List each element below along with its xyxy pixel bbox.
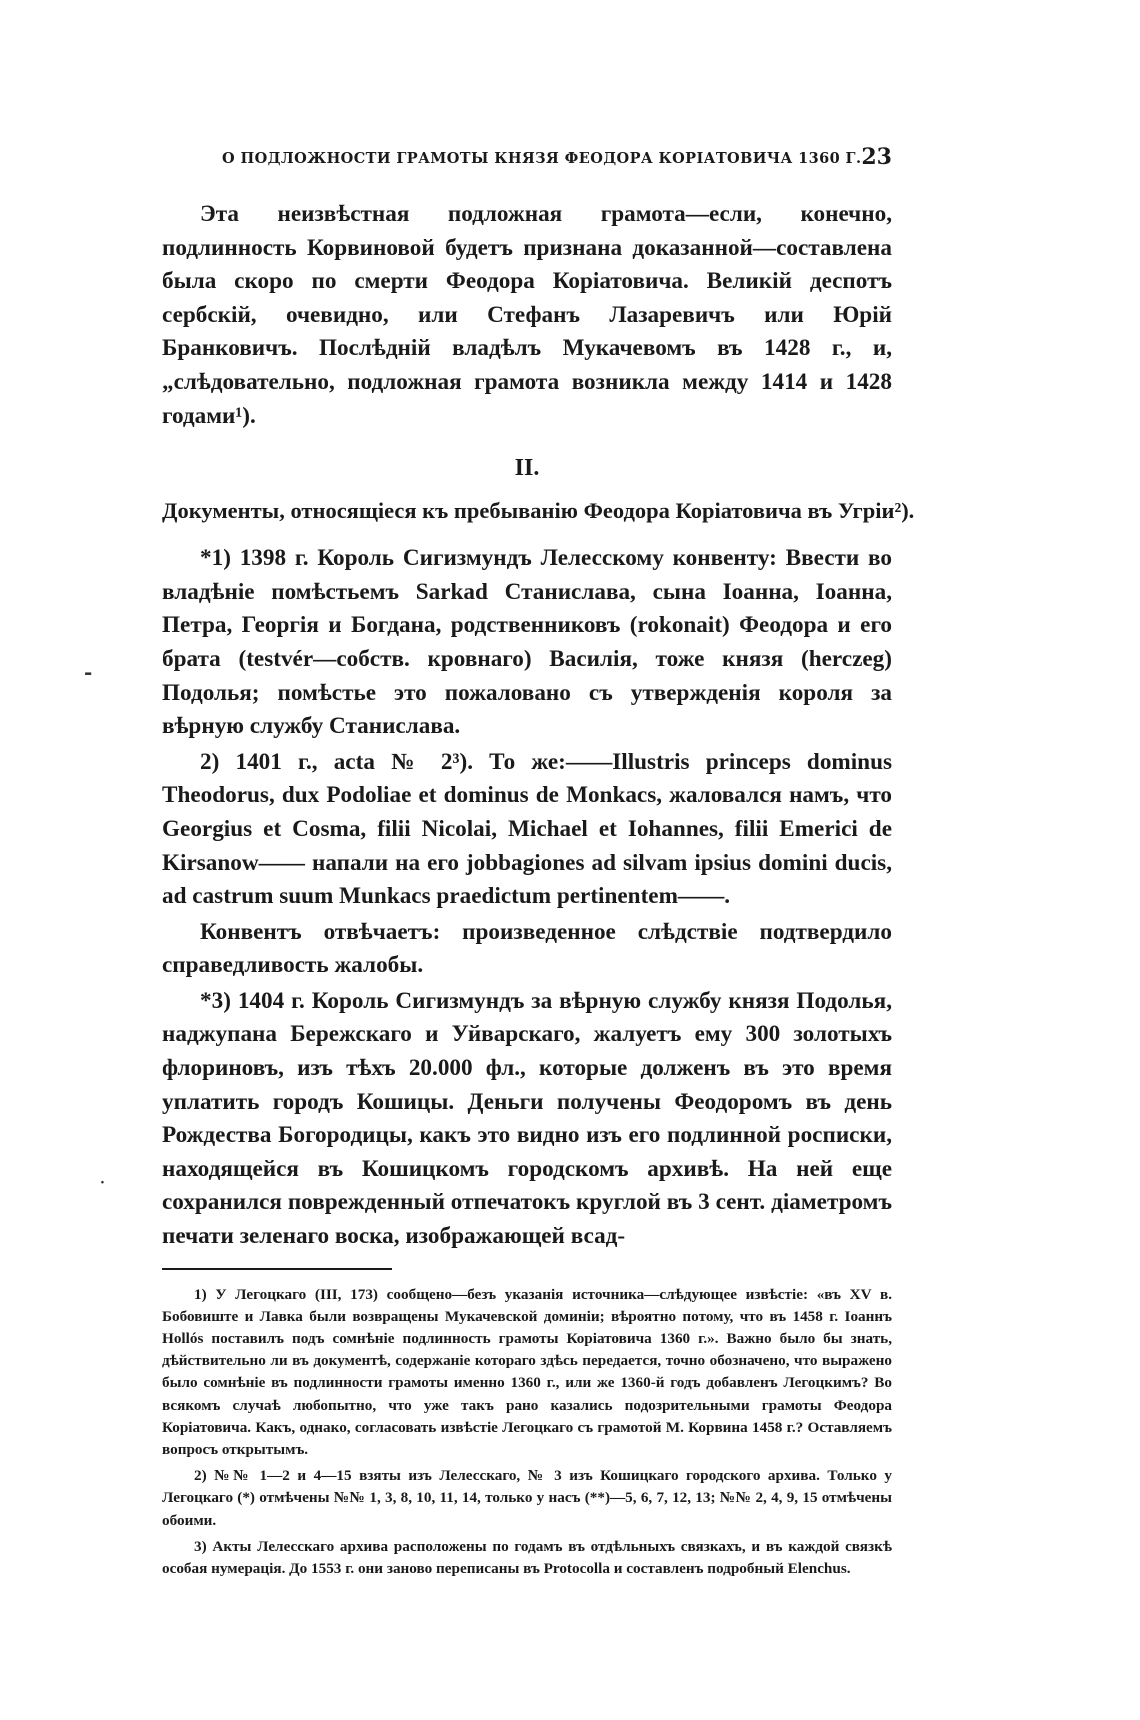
intro-paragraph-text: Эта неизвѣстная подложная грамота—если, конечно, подлинность Корвиновой будетъ признана доказанной—составлена была скоро по смерти Феодора Коріатовича. Великій деспотъ сербскій, очевидно, или Стефанъ Лазаревичъ или Юрій Бранковичъ. Послѣдній владѣлъ Мукачевомъ въ 1428 г., и, „слѣдовательно, подложная грамота возникла между 1414 и 1428 годами¹). xyxy=(162,201,892,429)
footnote-text: 1) У Легоцкаго (III, 173) сообщено—безъ указанія источника—слѣдующее извѣстіе: «въ XV в. Бобовиште и Лавка были возвращены Мукачевской доминіи; вѣроятно потому, что въ 1458 г. Іоаннъ Hollós поставилъ подъ сомнѣніе подлинность грамоты Коріатовича 1360 г.». Важно было бы знать, дѣйствительно ли въ документѣ, содержаніе котораго здѣсь передается, точно обозначено, что выражено было сомнѣніе въ подлинности грамоты именно 1360 г., или же 1360-й годъ добавленъ Легоцкимъ? Во всякомъ случаѣ любопытно, что уже такъ рано казались подозрительными грамоты Феодора Коріатовича. Какъ, однако, согласовать извѣстіе Легоцкаго съ грамотой М. Корвина 1458 г.? Оставляемъ вопросъ открытымъ. xyxy=(162,1285,892,1459)
document-entry-1 xyxy=(162,542,892,744)
footnote-2 xyxy=(162,1465,892,1532)
margin-dash-mark: - xyxy=(84,660,93,684)
document-entry-text: Конвентъ отвѣчаетъ: произведенное слѣдствіе подтвердило справедливость жалобы. xyxy=(162,918,892,979)
section-title: Документы, относящіеся къ пребыванію Феодора Коріатовича въ Угріи²). xyxy=(162,498,915,524)
intro-paragraph xyxy=(162,198,892,433)
document-entry-3 xyxy=(162,985,892,1254)
book-page xyxy=(162,144,915,1584)
page-number: 23 xyxy=(861,144,892,170)
footnote-1 xyxy=(162,1284,892,1462)
footnote-text: 2) №№ 1—2 и 4—15 взяты изъ Лелесскаго, № 3 изъ Кошицкаго городского архива. Только у Легоцкаго (*) отмѣчены №№ 1, 3, 8, 10, 11, 14, только у насъ (**)—5, 6, 7, 12, 13; №№ 2, 4, 9, 15 отмѣчены обоими. xyxy=(162,1467,892,1529)
document-entry-2 xyxy=(162,746,892,914)
convent-response xyxy=(162,916,892,983)
margin-dot-mark: · xyxy=(100,1175,105,1191)
footnote-3 xyxy=(162,1536,892,1580)
running-head xyxy=(162,144,892,176)
footnote-divider xyxy=(162,1268,392,1270)
footnote-text: 3) Акты Лелесскаго архива расположены по годамъ въ отдѣльныхъ связкахъ, и въ каждой связкѣ особая нумерація. До 1553 г. они заново переписаны въ Protocolla и составленъ подробный Elenchus. xyxy=(162,1537,892,1578)
document-entry-text: 2) 1401 г., acta № 2³). То же:——Illustris princeps dominus Theodorus, dux Podoliae et dominus de Monkacs, жаловался намъ, что Georgius et Cosma, filii Nicolai, Michael et Iohannes, filii Emerici de Kirsanow—— напали на его jobbagiones ad silvam ipsius domini ducis, ad castrum suum Munkacs praedictum pertinentem——. xyxy=(162,748,892,910)
section-number: II. xyxy=(514,455,540,482)
document-entry-text: *1) 1398 г. Король Сигизмундъ Лелесскому конвенту: Ввести во владѣніе помѣстьемъ Sarkad Станислава, сына Іоанна, Іоанна, Петра, Георгія и Богдана, родственниковъ (rokonait) Феодора и его брата (testvér—собств. кровнаго) Василія, тоже князя (herczeg) Подолья; помѣстье это пожаловано съ утвержденія короля за вѣрную службу Станислава. xyxy=(162,545,892,740)
running-title: О ПОДЛОЖНОСТИ ГРАМОТЫ КНЯЗЯ ФЕОДОРА КОРІАТОВИЧА 1360 Г. xyxy=(222,150,862,167)
document-entry-text: *3) 1404 г. Король Сигизмундъ за вѣрную службу князя Подолья, наджупана Бережскаго и Уйварскаго, жалуетъ ему 300 золотыхъ флориновъ, изъ тѣхъ 20.000 фл., которые долженъ въ это время уплатить городъ Кошицы. Деньги получены Феодоромъ въ день Рождества Богородицы, какъ это видно изъ его подлинной росписки, находящейся въ Кошицкомъ городскомъ архивѣ. На ней еще сохранился поврежденный отпечатокъ круглой въ 3 сент. діаметромъ печати зеленаго воска, изображающей всад- xyxy=(162,987,892,1250)
footnotes xyxy=(162,1284,892,1581)
